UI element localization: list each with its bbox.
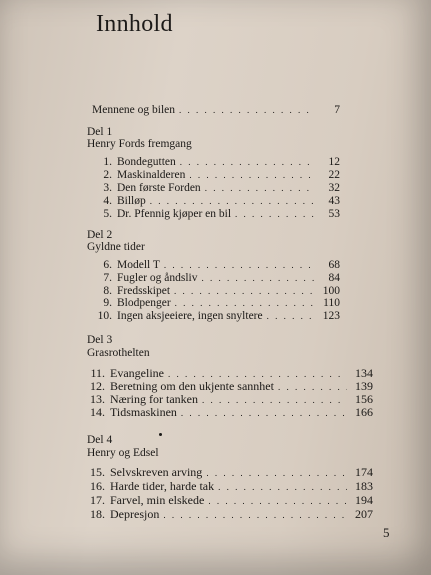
dot-leader xyxy=(181,406,347,420)
toc-entry-page: 183 xyxy=(355,479,373,493)
toc-entry-number: 8. xyxy=(103,285,112,297)
dot-leader xyxy=(179,103,314,117)
toc-entry-page: 139 xyxy=(355,379,373,393)
toc-entry-number: 5. xyxy=(103,208,112,220)
toc-entry-label: Evangeline xyxy=(110,366,164,380)
toc-entry-intro xyxy=(92,103,340,117)
dot-leader xyxy=(235,207,314,221)
dot-leader xyxy=(150,194,314,208)
toc-entry-label: Depresjon xyxy=(110,507,160,521)
toc-entry-number: 13. xyxy=(90,392,105,406)
part-name: Gyldne tider xyxy=(87,241,145,253)
toc-entry xyxy=(88,366,373,380)
toc-entry-label: Billøp xyxy=(117,195,146,207)
part-name: Grasrothelten xyxy=(87,347,150,359)
dot-leader xyxy=(164,258,314,272)
toc-entry-number: 7. xyxy=(103,272,112,284)
toc-entry-label: Ingen aksjeeiere, ingen snyltere xyxy=(117,310,263,322)
toc-entry-label: Tidsmaskinen xyxy=(110,405,177,419)
toc-entry xyxy=(96,271,340,285)
part-label: Del 2 xyxy=(87,229,113,241)
part-label: Del 4 xyxy=(87,434,113,446)
toc-entry xyxy=(88,465,373,479)
toc-entry-label: Den første Forden xyxy=(117,182,201,194)
dot-leader xyxy=(208,494,347,508)
toc-entry-page: 166 xyxy=(355,405,373,419)
dot-leader xyxy=(163,508,347,522)
toc-entry-page: 12 xyxy=(328,156,340,168)
toc-entry-label: Beretning om den ukjente sannhet xyxy=(110,379,274,393)
toc-entry-label: Blodpenger xyxy=(117,297,171,309)
toc-entry xyxy=(96,181,340,195)
part-label: Del 3 xyxy=(87,334,113,346)
toc-entry-page: 84 xyxy=(328,272,340,284)
toc-entry-page: 32 xyxy=(328,182,340,194)
toc-entry-label: Harde tider, harde tak xyxy=(110,479,215,493)
toc-entry xyxy=(88,493,373,507)
toc-entry-number: 9. xyxy=(103,297,112,309)
toc-entry-label: Næring for tanken xyxy=(110,392,198,406)
toc-entry-page: 110 xyxy=(323,297,340,309)
toc-entry-page: 123 xyxy=(322,310,340,322)
dot-leader xyxy=(218,480,347,494)
toc-entry-page: 207 xyxy=(355,507,373,521)
toc-entry-number: 10. xyxy=(97,310,112,322)
toc-entry-number: 16. xyxy=(90,479,105,493)
toc-entry-number: 18. xyxy=(90,507,105,521)
toc-entry xyxy=(96,194,340,208)
toc-entry-page: 68 xyxy=(328,259,340,271)
toc-entry-label: Dr. Pfennig kjøper en bil xyxy=(117,208,232,220)
toc-entry-page: 194 xyxy=(355,493,373,507)
toc-entry-page: 156 xyxy=(355,392,373,406)
toc-entry xyxy=(88,479,373,493)
toc-entry-label: Maskinalderen xyxy=(117,169,186,181)
toc-entry-page: 22 xyxy=(328,169,340,181)
toc-entry-number: 14. xyxy=(90,405,105,419)
toc-entry xyxy=(88,392,373,406)
toc-entry xyxy=(96,168,340,182)
dot-leader xyxy=(267,309,314,323)
toc-entry-label: Farvel, min elskede xyxy=(110,493,205,507)
dot-leader xyxy=(205,181,314,195)
toc-entry-page: 7 xyxy=(334,104,340,116)
toc-entry xyxy=(88,405,373,419)
toc-entry-number: 17. xyxy=(90,493,105,507)
toc-entry-number: 15. xyxy=(90,465,105,479)
toc-entry-number: 2. xyxy=(103,169,112,181)
toc-entry xyxy=(88,507,373,521)
toc-entry-number: 3. xyxy=(103,182,112,194)
toc-entry-page: 53 xyxy=(328,208,340,220)
toc-entry-label: Bondegutten xyxy=(117,156,176,168)
toc-entry-number: 11. xyxy=(90,366,105,380)
dot-leader xyxy=(175,296,314,310)
toc-entry-label: Fredsskipet xyxy=(117,285,171,297)
toc-entry-number: 12. xyxy=(90,379,105,393)
toc-entry-number: 6. xyxy=(103,259,112,271)
dot-leader xyxy=(189,168,314,182)
page-title: Innhold xyxy=(96,11,173,37)
toc-entry-page: 134 xyxy=(355,366,373,380)
toc-entry-page: 43 xyxy=(328,195,340,207)
page-number: 5 xyxy=(383,525,390,540)
toc-entry-page: 100 xyxy=(322,285,340,297)
toc-entry-number: 1. xyxy=(103,156,112,168)
toc-entry-page: 174 xyxy=(355,465,373,479)
dot-leader xyxy=(180,155,314,169)
dot-leader xyxy=(202,271,315,285)
toc-entry-label: Modell T xyxy=(117,259,160,271)
toc-entry-label: Fugler og åndsliv xyxy=(117,272,198,284)
toc-entry xyxy=(96,155,340,169)
toc-entry xyxy=(88,379,373,393)
toc-entry xyxy=(96,296,340,310)
toc-entry xyxy=(96,258,340,272)
dot-leader xyxy=(206,466,347,480)
part-label: Del 1 xyxy=(87,126,113,138)
toc-entry-label: Selvskreven arving xyxy=(110,465,203,479)
toc-entry-label: Mennene og bilen xyxy=(92,104,176,116)
toc-entry xyxy=(96,309,340,323)
toc-entry xyxy=(96,207,340,221)
part-name: Henry Fords fremgang xyxy=(87,138,192,150)
toc-entry-number: 4. xyxy=(103,195,112,207)
part-name: Henry og Edsel xyxy=(87,447,159,459)
ink-speck xyxy=(159,433,162,436)
